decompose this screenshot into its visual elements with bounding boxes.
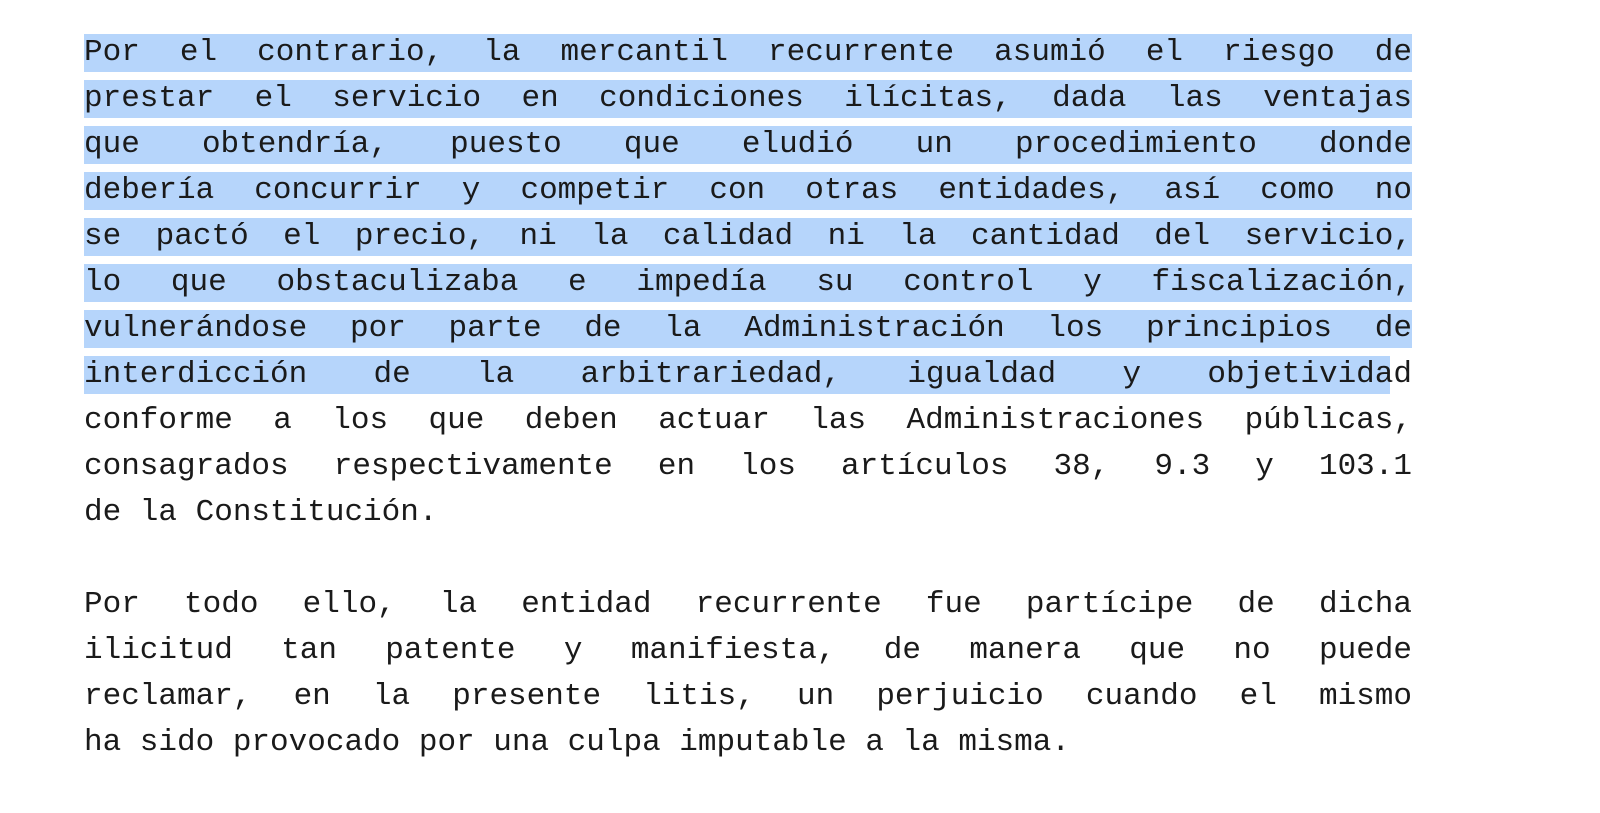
text-line[interactable]: conforme a los que deben actuar las Administraciones públicas,: [84, 403, 1412, 438]
selected-text-line[interactable]: lo que obstaculizaba e impedía su control y fiscalización,: [84, 260, 1412, 306]
document-body: [84, 30, 1412, 766]
paragraph-2: [84, 582, 1412, 766]
selected-text-line-partial[interactable]: interdicción de la arbitrariedad, igualdad y objetividad: [84, 352, 1412, 398]
text-line[interactable]: reclamar, en la presente litis, un perjuicio cuando el mismo: [84, 679, 1412, 714]
paragraph-gap: [84, 536, 1412, 582]
text-line[interactable]: de la Constitución.: [84, 495, 438, 530]
selected-text-line[interactable]: que obtendría, puesto que eludió un procedimiento donde: [84, 122, 1412, 168]
selected-text-line[interactable]: se pactó el precio, ni la calidad ni la cantidad del servicio,: [84, 214, 1412, 260]
paragraph-1: [84, 30, 1412, 536]
text-line[interactable]: ilicitud tan patente y manifiesta, de manera que no puede: [84, 633, 1412, 668]
text-line[interactable]: consagrados respectivamente en los artículos 38, 9.3 y 103.1: [84, 449, 1412, 484]
selected-text-line[interactable]: Por el contrario, la mercantil recurrente asumió el riesgo de: [84, 30, 1412, 76]
selected-text-line[interactable]: prestar el servicio en condiciones ilícitas, dada las ventajas: [84, 76, 1412, 122]
selected-text-line[interactable]: debería concurrir y competir con otras entidades, así como no: [84, 168, 1412, 214]
selected-text-line[interactable]: vulnerándose por parte de la Administración los principios de: [84, 306, 1412, 352]
text-line[interactable]: Por todo ello, la entidad recurrente fue partícipe de dicha: [84, 587, 1412, 622]
text-line[interactable]: ha sido provocado por una culpa imputable a la misma.: [84, 725, 1070, 760]
